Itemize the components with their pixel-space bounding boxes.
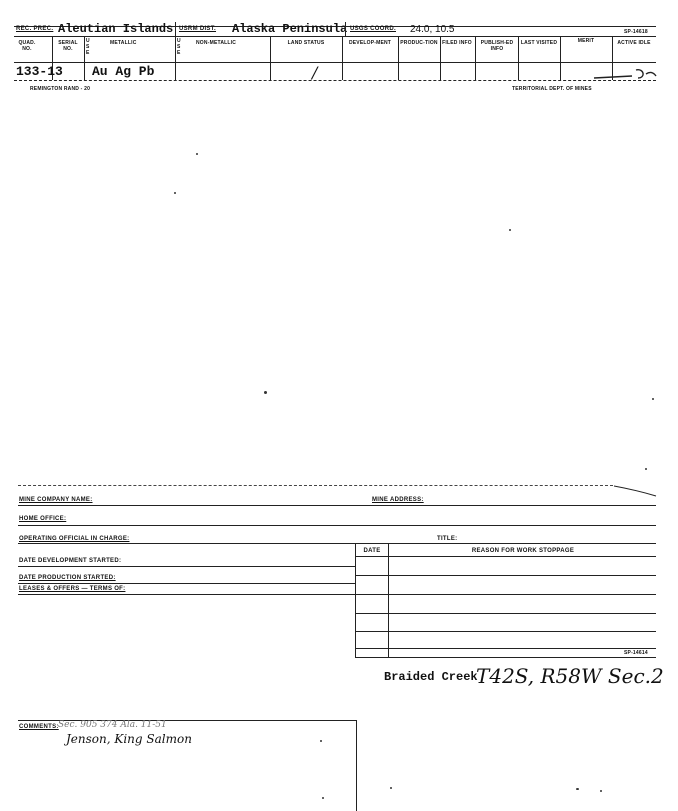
location-handwritten: T42S, R58W Sec.2 bbox=[476, 664, 664, 688]
mine-company-name-label: MINE COMPANY NAME: bbox=[19, 497, 93, 503]
col-quad-no: QUAD. NO. bbox=[18, 40, 36, 52]
comments-line-1: Sec. 905 374 Ala. 11-51 bbox=[58, 720, 167, 730]
quad-serial-value: 133-13 bbox=[16, 64, 63, 79]
col-land-status: LAND STATUS bbox=[287, 40, 325, 46]
operating-official-label: OPERATING OFFICIAL IN CHARGE: bbox=[19, 536, 130, 542]
col-active-idle: ACTIVE IDLE bbox=[617, 40, 651, 46]
date-production-started-label: DATE PRODUCTION STARTED: bbox=[19, 575, 116, 581]
rec-prec-value: Aleutian Islands bbox=[58, 22, 174, 36]
usgs-coord-label: USGS COORD. bbox=[350, 26, 396, 32]
land-status-mark: / bbox=[312, 63, 318, 82]
home-office-label: HOME OFFICE: bbox=[19, 516, 67, 522]
title-label: TITLE: bbox=[437, 536, 458, 542]
usgs-coord-value: 24.0, 10.5 bbox=[410, 24, 455, 35]
usrm-dist-value: Alaska Peninsula bbox=[232, 22, 348, 36]
metallic-value: Au Ag Pb bbox=[92, 64, 155, 79]
col-use-1: USE bbox=[86, 38, 90, 56]
usrm-dist-label: USRM DIST. bbox=[179, 26, 217, 32]
dept-label: TERRITORIAL DEPT. OF MINES bbox=[512, 86, 592, 92]
date-development-started-label: DATE DEVELOPMENT STARTED: bbox=[19, 558, 122, 564]
printer-label: REMINGTON RAND - 20 bbox=[30, 86, 91, 92]
date-column-header: DATE bbox=[363, 548, 381, 554]
reason-column-header: REASON FOR WORK STOPPAGE bbox=[471, 548, 575, 554]
col-filed-info: FILED INFO bbox=[442, 40, 472, 46]
comments-label: COMMENTS: bbox=[19, 724, 59, 730]
form-number: SP-14618 bbox=[624, 29, 648, 35]
col-serial-no: SERIAL NO. bbox=[58, 40, 78, 52]
rec-prec-label: REC. PREC. bbox=[16, 26, 54, 32]
col-last-visited: LAST VISITED bbox=[520, 40, 558, 46]
col-production: PRODUC-TION bbox=[400, 40, 438, 46]
col-use-2: USE bbox=[177, 38, 181, 56]
location-typed: Braided Creek bbox=[384, 670, 478, 684]
comments-line-2: Jenson, King Salmon bbox=[66, 732, 192, 746]
form-number-2: SP-14614 bbox=[624, 650, 648, 656]
col-merit: MERIT bbox=[577, 38, 595, 44]
leases-offers-label: LEASES & OFFERS — TERMS OF: bbox=[19, 586, 126, 592]
col-non-metallic: NON-METALLIC bbox=[196, 40, 237, 46]
corner-mark bbox=[612, 484, 658, 500]
col-development: DEVELOP-MENT bbox=[348, 40, 392, 46]
col-metallic: METALLIC bbox=[110, 40, 137, 46]
mine-address-label: MINE ADDRESS: bbox=[372, 497, 424, 503]
col-published-info: PUBLISH-ED INFO bbox=[480, 40, 514, 52]
active-idle-mark bbox=[592, 66, 658, 82]
